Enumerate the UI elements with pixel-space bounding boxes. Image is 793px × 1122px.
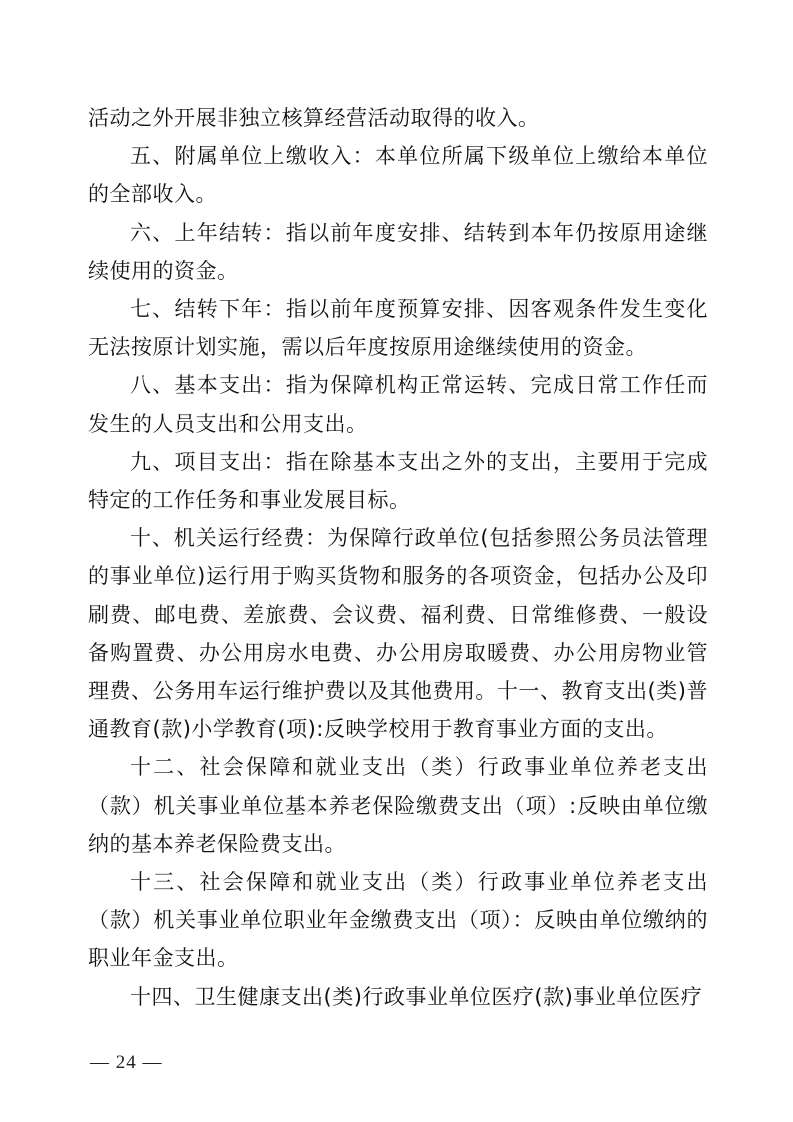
paragraph-item-9: 九、项目支出：指在除基本支出之外的支出，主要用于完成特定的工作任务和事业发展目标。	[88, 449, 708, 513]
paragraph-item-8: 八、基本支出：指为保障机构正常运转、完成日常工作任而发生的人员支出和公用支出。	[88, 373, 708, 436]
page-number: — 24 —	[90, 1052, 163, 1073]
paragraph-continued: 活动之外开展非独立核算经营活动取得的收入。	[88, 106, 540, 130]
paragraph-item-14: 十四、卫生健康支出(类)行政事业单位医疗(款)事业单位医疗	[130, 984, 703, 1009]
page-body	[88, 99, 708, 1016]
paragraph-item-10-11: 十、机关运行经费：为保障行政单位(包括参照公务员法管理的事业单位)运行用于购买货物和服务的各项资金，包括办公及印刷费、邮电费、差旅费、会议费、福利费、日常维修费、一般设备购置费、办公用房水电费、办公用房取暖费、办公用房物业管理费、公务用车运行维护费以及其他费用。十一、教育支出(类)普通教育(款)小学教育(项):反映学校用于教育事业方面的支出。	[88, 526, 708, 742]
paragraph-item-5: 五、附属单位上缴收入：本单位所属下级单位上缴给本单位的全部收入。	[88, 144, 708, 207]
paragraph-item-13: 十三、社会保障和就业支出（类）行政事业单位养老支出（款）机关事业单位职业年金缴费支出（项）：反映由单位缴纳的职业年金支出。	[88, 870, 708, 971]
paragraph-item-12: 十二、社会保障和就业支出（类）行政事业单位养老支出（款）机关事业单位基本养老保险缴费支出（项）:反映由单位缴纳的基本养老保险费支出。	[88, 755, 708, 856]
paragraph-item-6: 六、上年结转：指以前年度安排、结转到本年仍按原用途继续使用的资金。	[88, 220, 708, 283]
paragraph-item-7: 七、结转下年：指以前年度预算安排、因客观条件发生变化无法按原计划实施，需以后年度按原用途继续使用的资金。	[88, 297, 708, 360]
